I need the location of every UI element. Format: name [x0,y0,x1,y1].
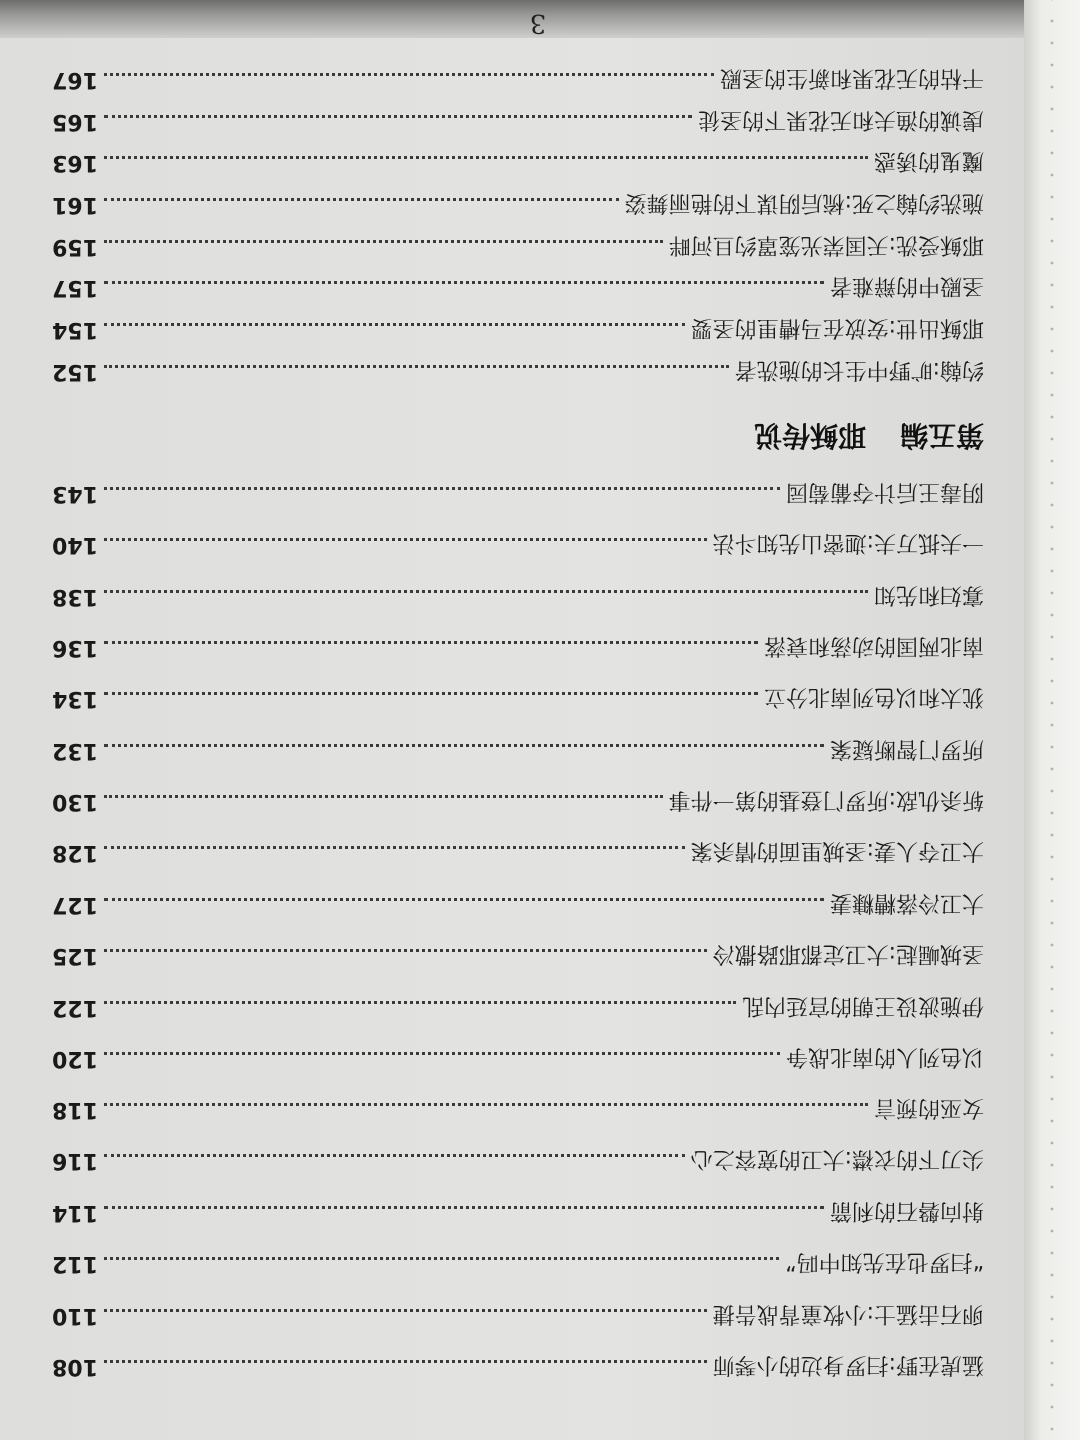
dot-leader [104,488,780,491]
entry-title: 施洗约翰之死:梳后阴谋下的艳丽舞姿 [624,190,984,216]
entry-page: 159 [52,234,98,260]
toc-entry [52,888,984,922]
toc-entry [52,1196,984,1230]
entry-page: 118 [52,1097,98,1123]
entry-page: 125 [52,943,98,969]
entry-title: 阴毒王后计夺葡萄园 [785,479,984,505]
dot-leader [104,1258,779,1261]
dot-leader [104,1053,780,1056]
toc-entry [52,1350,984,1384]
toc-entry [52,230,984,264]
entry-page: 136 [52,635,98,661]
entry-page: 128 [52,840,98,866]
entry-page: 140 [52,532,98,558]
dot-leader [104,366,729,369]
entry-title: 耶稣出世:安放在马槽里的圣婴 [690,315,984,341]
entry-title: 寡妇和先知 [873,582,984,608]
entry-title: 南北两国的动荡和衰落 [763,633,984,659]
toc-entry [52,991,984,1025]
toc-entry [52,477,984,511]
toc-entry [52,146,984,180]
toc-entry [52,188,984,222]
dot-leader [104,1361,707,1364]
entry-title: 卵石击猛士:小牧童背战告捷 [712,1301,984,1327]
dot-leader [104,642,758,645]
toc-entry [52,939,984,973]
dot-leader [104,899,824,902]
dot-leader [104,591,868,594]
dot-leader [104,950,707,953]
dot-leader [104,1155,685,1158]
dot-leader [104,1310,707,1313]
entry-page: 122 [52,995,98,1021]
entry-title: 猛虎在野:扫罗身边的小琴师 [712,1352,984,1378]
entry-title: 干枯的无花果和新生的圣殿 [719,65,984,91]
toc-entry [52,836,984,870]
entry-title: 射向磐石的利箭 [829,1198,984,1224]
toc-entry [52,355,984,389]
toc-entry [52,313,984,347]
section-title: 耶稣传说 [753,419,866,452]
entry-page: 110 [52,1303,98,1329]
toc-entry [52,1042,984,1076]
entry-title: 虔诚的渔夫和无花果下的圣徒 [697,107,984,133]
toc-entry [52,1299,984,1333]
dot-leader [104,796,663,799]
entry-title: 大卫夺人妻:圣城里面的情杀案 [690,838,984,864]
entry-title: 约翰:旷野中生长的施洗者 [734,357,984,383]
dot-leader [104,1207,824,1210]
entry-page: 108 [52,1354,98,1380]
toc-entry [52,785,984,819]
entry-title: 一夫抵万夫:迦密山先知斗法 [712,530,984,556]
toc-entry [52,682,984,716]
toc-entry [52,1144,984,1178]
toc-entry [52,105,984,139]
dot-leader [104,282,824,285]
section-heading [754,413,984,457]
entry-title: 大卫冷落糟糠妻 [829,890,984,916]
dot-leader [104,74,714,77]
toc-entry [52,271,984,305]
entry-title: 耶稣受洗:天国荣光笼罩约旦河畔 [668,232,984,258]
entry-page: 120 [52,1046,98,1072]
dot-leader [104,693,758,696]
entry-page: 167 [52,67,98,93]
entry-page: 130 [52,789,98,815]
entry-page: 165 [52,109,98,135]
entry-title: 女巫的预言 [873,1095,984,1121]
toc-entry [52,734,984,768]
dot-leader [104,199,619,202]
entry-page: 132 [52,738,98,764]
toc-entry [52,528,984,562]
dot-leader [104,324,685,327]
entry-page: 154 [52,317,98,343]
entry-title: 圣殿中的辩难者 [829,273,984,299]
dot-leader [104,241,663,244]
toc-entry [52,580,984,614]
entry-title: 尖刀下的衣襟:大卫的宽容之心 [690,1146,984,1172]
entry-page: 163 [52,150,98,176]
dot-leader [104,539,707,542]
entry-title: 犹太和以色列南北分立 [763,684,984,710]
toc-entry [52,1093,984,1127]
entry-page: 143 [52,481,98,507]
dot-leader [104,745,824,748]
entry-page: 112 [52,1251,98,1277]
dot-leader [104,157,868,160]
entry-title: 所罗门智断疑案 [829,736,984,762]
entry-page: 114 [52,1200,98,1226]
dot-leader [104,1002,736,1005]
toc-entry [52,631,984,665]
dot-leader [104,847,685,850]
entry-page: 138 [52,584,98,610]
entry-title: 伊施波设王朝的宫廷内乱 [741,993,984,1019]
entry-title: 魔鬼的诱惑 [873,148,984,174]
entry-page: 116 [52,1148,98,1174]
entry-page: 161 [52,192,98,218]
bleed-through-dots [1042,0,1062,1440]
entry-page: 157 [52,275,98,301]
entry-page: 127 [52,892,98,918]
entry-page: 152 [52,359,98,385]
entry-page: 134 [52,686,98,712]
dot-leader [104,116,692,119]
entry-title: 以色列人的南北战争 [785,1044,984,1070]
page-number: 3 [529,8,547,38]
page-spine [1024,0,1080,1440]
dot-leader [104,1104,868,1107]
section-part: 第五编 [899,419,984,452]
toc-entry [52,1247,984,1281]
entry-title: “扫罗也在先知中吗” [785,1249,984,1275]
entry-title: 斩杀仇敌:所罗门登基的第一件事 [668,787,984,813]
toc-entry [52,63,984,97]
entry-title: 圣城崛起:大卫定都耶路撒冷 [712,941,984,967]
